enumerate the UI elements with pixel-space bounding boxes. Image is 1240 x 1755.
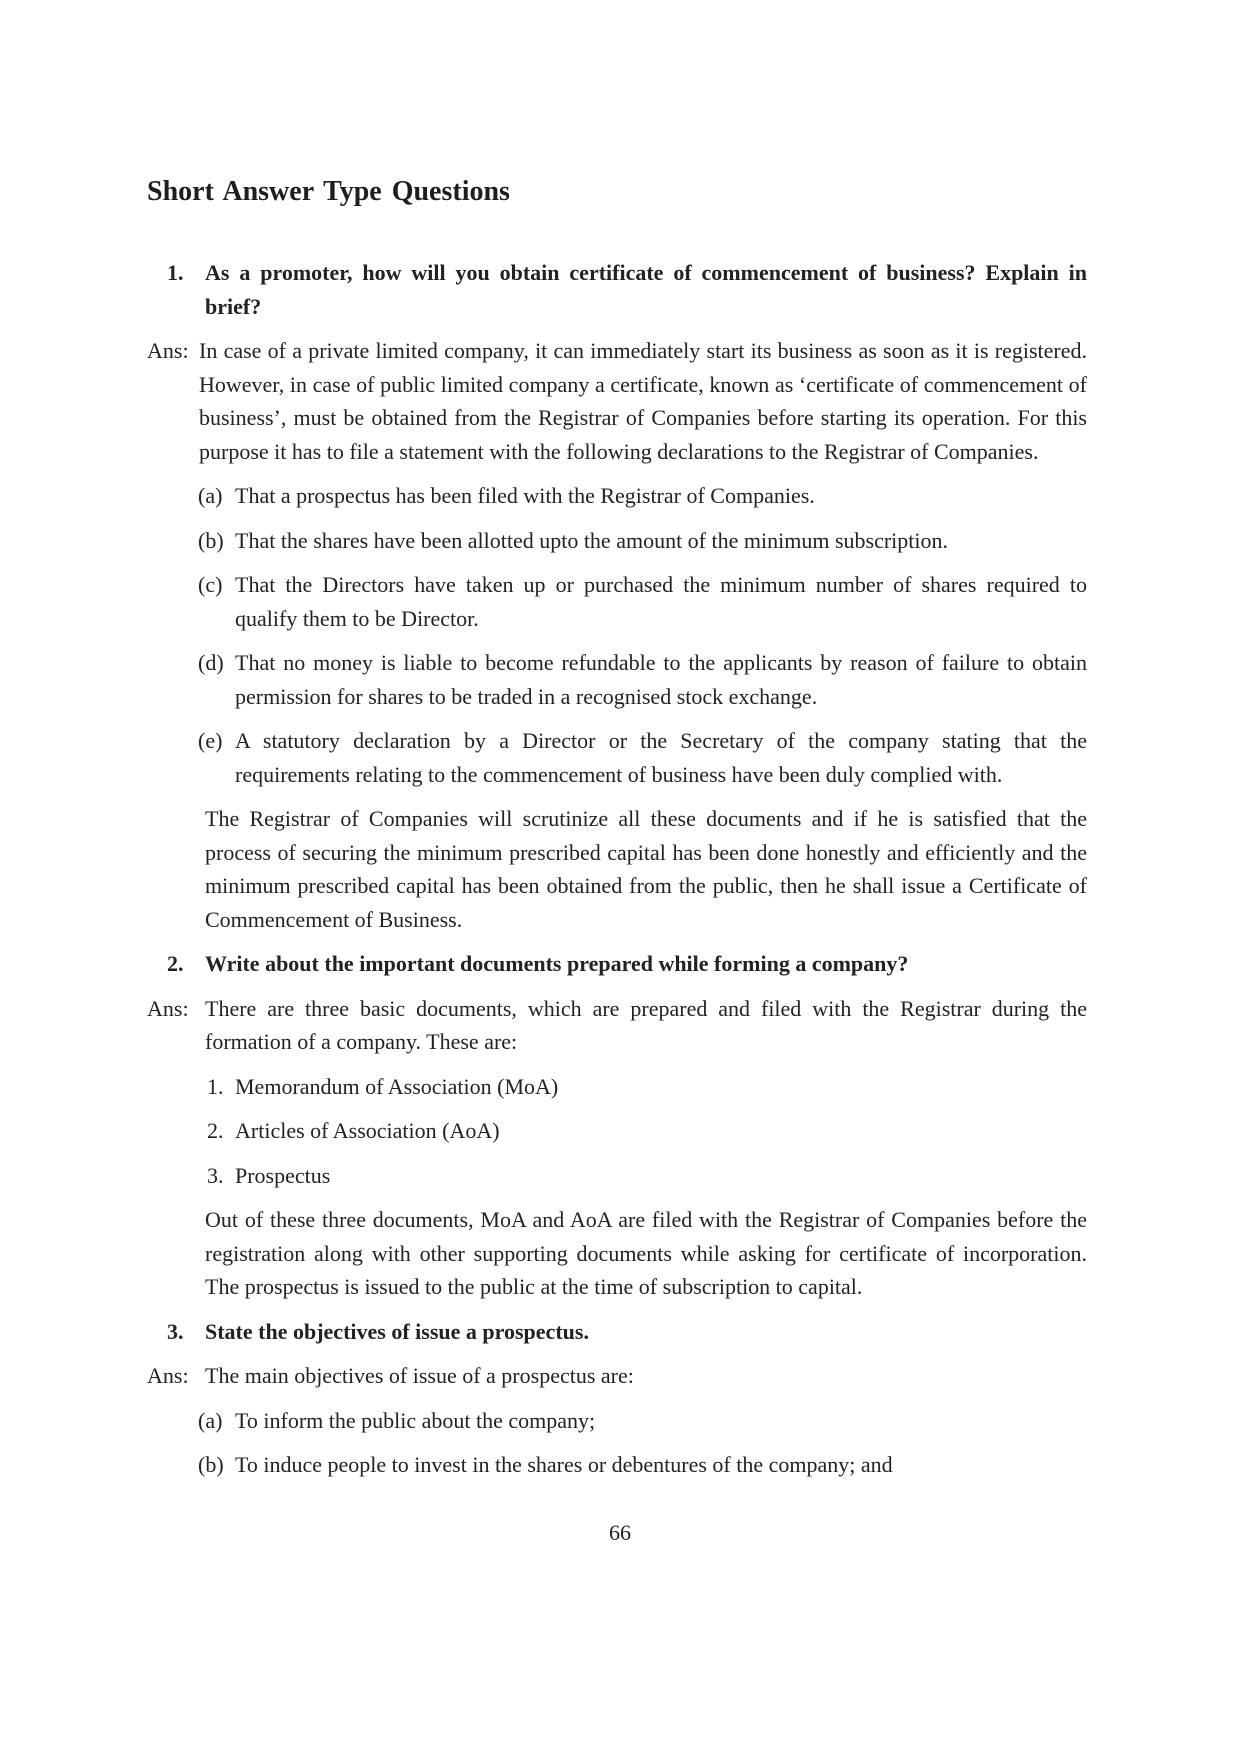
list-marker: (a) xyxy=(198,483,223,508)
answer-label: Ans: xyxy=(147,338,189,363)
answer-1 xyxy=(147,334,1087,468)
list-marker: 2. xyxy=(207,1118,224,1143)
list-item xyxy=(147,1404,1087,1438)
list-item-text: Prospectus xyxy=(235,1162,331,1188)
list-item xyxy=(147,724,1087,791)
answer-2 xyxy=(147,992,1087,1059)
list-item-text: A statutory declaration by a Director or the Secretary of the company stating that the requirements relating to the commencement of business have been duly complied with. xyxy=(235,728,1087,787)
list-marker: 3. xyxy=(207,1162,224,1188)
list-item-text: That the Directors have taken up or purchased the minimum number of shares required to qualify them to be Director. xyxy=(235,572,1087,631)
question-3 xyxy=(147,1315,1087,1349)
list-item xyxy=(147,1159,1087,1193)
list-item-text: That a prospectus has been filed with the Registrar of Companies. xyxy=(235,483,815,508)
answer-label: Ans: xyxy=(147,995,189,1021)
answer-text: There are three basic documents, which are prepared and filed with the Registrar during the formation of a company. These are: xyxy=(205,995,1087,1054)
list-marker: (c) xyxy=(198,572,223,597)
question-text: Write about the important documents prepared while forming a company? xyxy=(205,951,909,976)
list-marker: (a) xyxy=(198,1407,223,1433)
list-item xyxy=(147,524,1087,558)
list-marker: (d) xyxy=(198,650,224,675)
list-marker: (b) xyxy=(198,527,224,553)
answer-text: In case of a private limited company, it can immediately start its business as soon as it is registered. However, in case of public limited company a certificate, known as ‘certificate of commencement of business’, must be obtained from the Registrar of Companies before starting its operation. For this purpose it has to file a statement with the following declarations to the Registrar of Companies. xyxy=(199,338,1087,464)
list-marker: (b) xyxy=(198,1452,224,1477)
list-item xyxy=(147,646,1087,713)
list-item-text: That no money is liable to become refundable to the applicants by reason of failure to obtain permission for shares to be traded in a recognised stock exchange. xyxy=(235,650,1087,709)
list-item-text: To induce people to invest in the shares or debentures of the company; and xyxy=(235,1452,893,1477)
list-item xyxy=(147,568,1087,635)
list-item xyxy=(147,1070,1087,1104)
closing-paragraph: The Registrar of Companies will scrutinize all these documents and if he is satisfied that the process of securing the minimum prescribed capital has been done honestly and efficiently and the minimum prescribed capital has been obtained from the public, then he shall issue a Certificate of Commencement of Business. xyxy=(205,806,1087,932)
list-item-text: Memorandum of Association (MoA) xyxy=(235,1073,559,1099)
list-marker: (e) xyxy=(198,728,223,753)
list-item-text: To inform the public about the company; xyxy=(235,1407,596,1433)
closing-paragraph: Out of these three documents, MoA and AoA are filed with the Registrar of Companies before the registration along with other supporting documents while asking for certificate of incorporation. The prospectus is issued to the public at the time of subscription to capital. xyxy=(205,1207,1087,1299)
question-1 xyxy=(147,256,1087,323)
question-2 xyxy=(147,947,1087,981)
list-item-text: Articles of Association (AoA) xyxy=(235,1118,500,1143)
question-text: State the objectives of issue a prospectus. xyxy=(205,1318,589,1344)
question-text: As a promoter, how will you obtain certificate of commencement of business? Explain in brief? xyxy=(205,260,1087,319)
list-marker: 1. xyxy=(207,1073,224,1099)
list-item xyxy=(147,479,1087,513)
question-number: 3. xyxy=(167,1318,184,1344)
list-item xyxy=(147,1448,1087,1482)
section-title: Short Answer Type Questions xyxy=(147,176,510,207)
list-item xyxy=(147,1114,1087,1148)
question-number: 2. xyxy=(167,951,184,976)
list-item-text: That the shares have been allotted upto the amount of the minimum subscription. xyxy=(235,527,949,553)
answer-text: The main objectives of issue of a prospectus are: xyxy=(205,1363,634,1388)
questions-content xyxy=(147,256,1087,1493)
answer-label: Ans: xyxy=(147,1363,189,1388)
answer-3 xyxy=(147,1359,1087,1393)
question-number: 1. xyxy=(167,260,184,285)
page-number: 66 xyxy=(609,1520,631,1545)
